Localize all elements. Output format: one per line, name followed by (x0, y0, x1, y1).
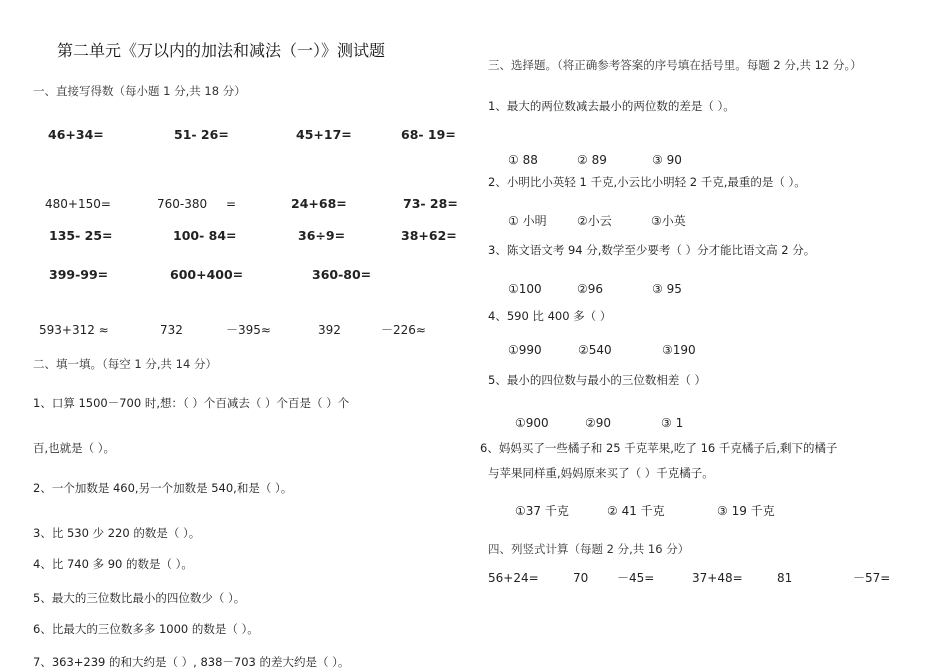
oral-item: 360-80= (312, 267, 372, 282)
fill-question-6: 6、比最大的三位数多多 1000 的数是（ ）。 (33, 622, 259, 636)
fill-question-7: 7、363+239 的和大约是（ ）, 838－703 的差大约是（ ）。 (33, 655, 350, 669)
choice-option: ② 41 千克 (607, 504, 665, 518)
choice-option: ②96 (577, 282, 604, 296)
choice-question-1: 1、最大的两位数减去最小的两位数的差是（ ）。 (488, 99, 735, 113)
choice-option: ①100 (508, 282, 542, 296)
oral-item: 24+68= (291, 196, 347, 211)
oral-item: 760-380 (157, 197, 208, 211)
fill-question-3: 3、比 530 少 220 的数是（ ）。 (33, 526, 201, 540)
choice-option: ① 88 (508, 153, 538, 167)
oral-item: 51- 26= (174, 127, 229, 142)
oral-item: 46+34= (48, 127, 104, 142)
estimate-item: －226≈ (381, 323, 426, 337)
oral-item: 68- 19= (401, 127, 456, 142)
choice-option: ③ 1 (661, 416, 684, 430)
oral-item: 135- 25= (49, 228, 113, 243)
choice-option: ① 小明 (508, 214, 547, 228)
estimate-item: 593+312 ≈ (39, 323, 109, 337)
choice-option: ③ 90 (652, 153, 682, 167)
vertical-calc-item: 56+24= (488, 571, 539, 585)
choice-option: ②540 (578, 343, 612, 357)
choice-question-5: 5、最小的四位数与最小的三位数相差（ ） (488, 373, 706, 387)
oral-item: 45+17= (296, 127, 352, 142)
fill-question-1-cont: 百,也就是（ ）。 (33, 441, 116, 455)
oral-item: 600+400= (170, 267, 244, 282)
oral-item: 38+62= (401, 228, 457, 243)
choice-question-2: 2、小明比小英轻 1 千克,小云比小明轻 2 千克,最重的是（ ）。 (488, 175, 806, 189)
estimate-item: 732 (160, 323, 183, 337)
oral-item: 36÷9= (298, 228, 346, 243)
oral-item: 399-99= (49, 267, 109, 282)
choice-option: ①37 千克 (515, 504, 569, 518)
choice-question-6: 6、妈妈买了一些橘子和 25 千克苹果,吃了 16 千克橘子后,剩下的橘子 (480, 441, 838, 455)
oral-item: 480+150= (45, 197, 111, 211)
vertical-calc-item: －57= (853, 571, 891, 585)
choice-option: ③190 (662, 343, 696, 357)
choice-option: ③小英 (651, 214, 686, 228)
page-title: 第二单元《万以内的加法和减法（一）》测试题 (57, 41, 386, 60)
estimate-item: －395≈ (226, 323, 271, 337)
vertical-calc-item: 81 (777, 571, 793, 585)
oral-item-equals: = (226, 197, 237, 211)
section-4-heading: 四、列竖式计算（每题 2 分,共 16 分） (488, 542, 690, 556)
estimate-item: 392 (318, 323, 341, 337)
fill-question-5: 5、最大的三位数比最小的四位数少（ ）。 (33, 591, 246, 605)
choice-question-3: 3、陈文语文考 94 分,数学至少要考（ ）分才能比语文高 2 分。 (488, 243, 816, 257)
oral-item: 100- 84= (173, 228, 237, 243)
choice-option: ①900 (515, 416, 549, 430)
choice-option: ②90 (585, 416, 612, 430)
choice-option: ①990 (508, 343, 542, 357)
choice-option: ②小云 (577, 214, 612, 228)
choice-question-6-cont: 与苹果同样重,妈妈原来买了（ ）千克橘子。 (488, 466, 714, 480)
vertical-calc-item: －45= (617, 571, 655, 585)
section-3-heading: 三、选择题。（将正确参考答案的序号填在括号里。每题 2 分,共 12 分。） (488, 58, 862, 72)
choice-option: ③ 95 (652, 282, 682, 296)
choice-question-4: 4、590 比 400 多（ ） (488, 309, 612, 323)
fill-question-1: 1、口算 1500－700 时,想：（ ）个百减去（ ）个百是（ ）个 (33, 396, 350, 410)
fill-question-2: 2、一个加数是 460,另一个加数是 540,和是（ ）。 (33, 481, 293, 495)
choice-option: ② 89 (577, 153, 607, 167)
fill-question-4: 4、比 740 多 90 的数是（ ）。 (33, 557, 193, 571)
section-1-heading: 一、直接写得数（每小题 1 分,共 18 分） (33, 84, 246, 98)
choice-option: ③ 19 千克 (717, 504, 775, 518)
vertical-calc-item: 70 (573, 571, 589, 585)
section-2-heading: 二、填一填。（每空 1 分,共 14 分） (33, 357, 217, 371)
vertical-calc-item: 37+48= (692, 571, 743, 585)
oral-item: 73- 28= (403, 196, 458, 211)
